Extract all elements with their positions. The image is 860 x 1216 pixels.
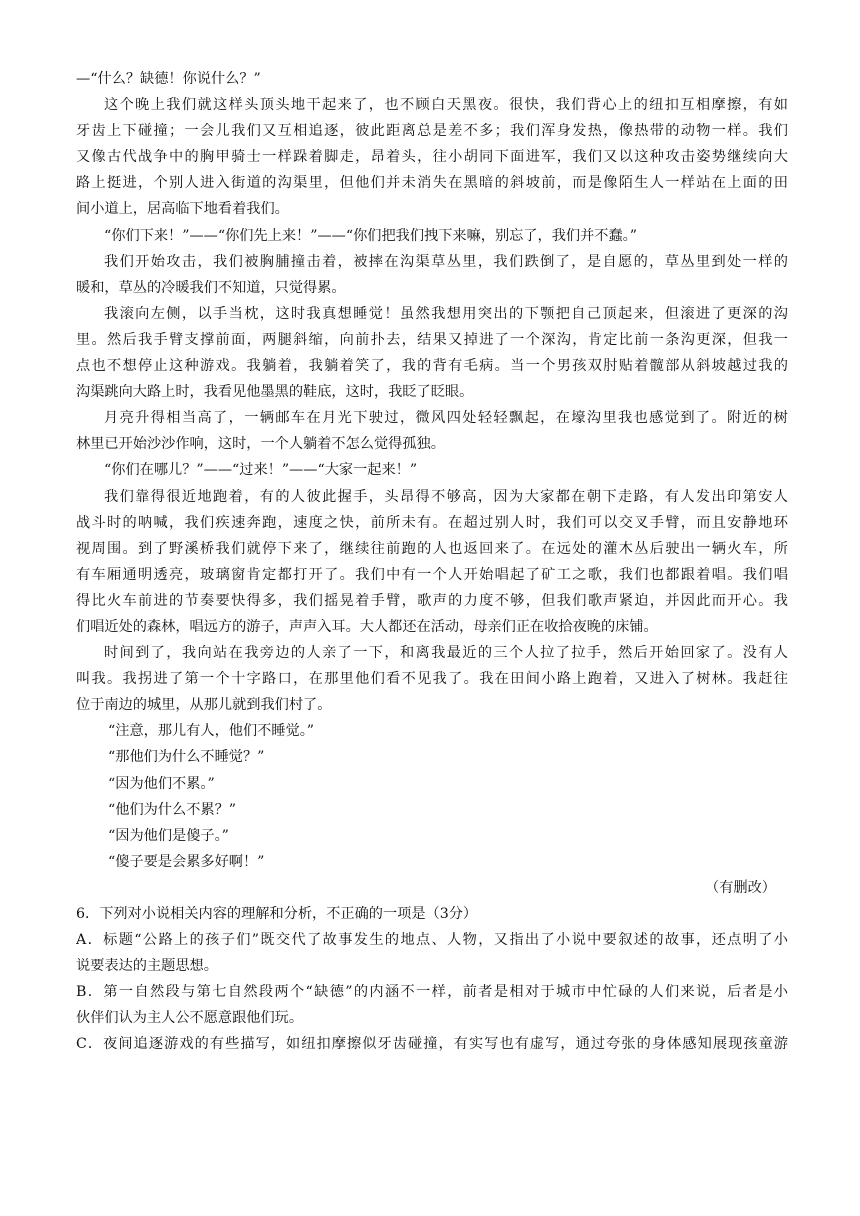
option-line: A．标题“公路上的孩子们”既交代了故事发生的地点、人物，又指出了小说中要叙述的故事，还点明了小: [76, 932, 788, 949]
question-options: [76, 927, 788, 1057]
passage-line: 战斗时的呐喊，我们疾速奔跑，速度之快，前所未有。在超过别人时，我们可以交叉手臂，而且安静地环: [76, 514, 788, 531]
reading-passage: [76, 66, 788, 901]
passage-line: 里。然后我手臂支撑前面，两腿斜缩，向前扑去，结果又掉进了一个深沟，肯定比前一条沟更深，但我一: [76, 331, 788, 348]
option-line: C．夜间追逐游戏的有些描写，如纽扣摩擦似牙齿碰撞，有实写也有虚写，通过夸张的身体感知展现孩童游: [76, 1036, 788, 1053]
passage-line: 叫我。我拐进了第一个十字路口，在那里他们看不见我了。我在田间小路上跑着，又进入了树林。我赶往: [76, 671, 788, 688]
passage-line: 得比火车前进的节奏要快得多，我们摇晃着手臂，歌声的力度不够，但我们歌声紧迫，并因此而开心。我: [76, 592, 788, 609]
passage-line: “他们为什么不累？”: [108, 801, 237, 818]
passage-line: 时间到了，我向站在我旁边的人亲了一下，和离我最近的三个人拉了拉手，然后开始回家了。没有人: [104, 645, 788, 662]
passage-line: “你们在哪儿？”——“过来！”——“大家一起来！”: [104, 462, 418, 479]
passage-line: 有车厢通明透亮，玻璃窗肯定都打开了。我们中有一个人开始唱起了矿工之歌，我们也都跟着唱。我们唱: [76, 566, 788, 583]
passage-line: 我们靠得很近地跑着，有的人彼此握手，头昂得不够高，因为大家都在朝下走路，有人发出印第安人: [104, 488, 788, 505]
option-line: 伙伴们认为主人公不愿意跟他们玩。: [76, 1010, 304, 1027]
passage-line: “傻子要是会累多好啊！”: [108, 853, 265, 870]
passage-line: 我滚向左侧，以手当枕，这时我真想睡觉！虽然我想用突出的下颚把自己顶起来，但滚进了更深的沟: [104, 305, 788, 322]
passage-line: 我们开始攻击，我们被胸脯撞击着，被摔在沟渠草丛里，我们跌倒了，是自愿的，草丛里到处一样的: [104, 253, 788, 270]
passage-line: 们唱近处的森林，唱远方的游子，声声入耳。大人都还在活动，母亲们正在收拾夜晚的床铺。: [76, 618, 658, 635]
passage-line: “你们下来！”——“你们先上来！”——“你们把我们拽下来嘛，别忘了，我们并不蠢。”: [104, 227, 637, 244]
option-line: 说要表达的主题思想。: [76, 958, 218, 975]
passage-line: 又像古代战争中的胸甲骑士一样跺着脚走，昂着头，往小胡同下面进军，我们又以这种攻击姿势继续向大: [76, 149, 788, 166]
passage-line: “因为他们是傻子。”: [108, 827, 229, 844]
passage-line: 沟渠跳向大路上时，我看见他墨黑的鞋底，这时，我眨了眨眼。: [76, 384, 474, 401]
option-line: B．第一自然段与第七自然段两个“缺德”的内涵不一样，前者是相对于城市中忙碌的人们来说，后者是小: [76, 984, 788, 1001]
passage-line: 视周围。到了野溪桥我们就停下来了，继续往前跑的人也返回来了。在远处的灌木丛后驶出一辆火车，所: [76, 540, 788, 557]
passage-line: 间小道上，居高临下地看着我们。: [76, 201, 289, 218]
passage-line: “那他们为什么不睡觉？”: [108, 749, 265, 766]
question-stem: 6．下列对小说相关内容的理解和分析，不正确的一项是（3分）: [76, 906, 478, 922]
passage-line: —“什么？缺德！你说什么？”: [76, 71, 261, 87]
document-body: [76, 66, 788, 1058]
passage-line: 路上挺进，个别人进入街道的沟渠里，但他们并未消失在黑暗的斜坡前，而是像陌生人一样站在上面的田: [76, 175, 788, 192]
passage-line: “因为他们不累。”: [108, 775, 215, 792]
question-6: [76, 901, 788, 1058]
passage-line: 月亮升得相当高了，一辆邮车在月光下驶过，微风四处轻轻飘起，在壕沟里我也感觉到了。附近的树: [104, 410, 788, 427]
passage-line: “注意，那儿有人，他们不睡觉。”: [108, 723, 315, 740]
passage-line: 林里已开始沙沙作响，这时，一个人躺着不怎么觉得孤独。: [76, 436, 445, 453]
passage-line: 点也不想停止这种游戏。我躺着，我躺着笑了，我的背有毛病。当一个男孩双肘贴着髋部从斜坡越过我的: [76, 358, 788, 375]
passage-line: 位于南边的城里，从那儿就到我们村了。: [76, 697, 332, 714]
passage-line: 这个晚上我们就这样头顶头地干起来了，也不顾白天黑夜。很快，我们背心上的纽扣互相摩擦，有如: [104, 97, 788, 114]
source-note: （有删改）: [705, 879, 776, 896]
passage-line: 牙齿上下碰撞；一会儿我们又互相追逐，彼此距离总是差不多；我们浑身发热，像热带的动物一样。我们: [76, 123, 788, 140]
passage-line: 暖和，草丛的冷暖我们不知道，只觉得累。: [76, 279, 346, 296]
